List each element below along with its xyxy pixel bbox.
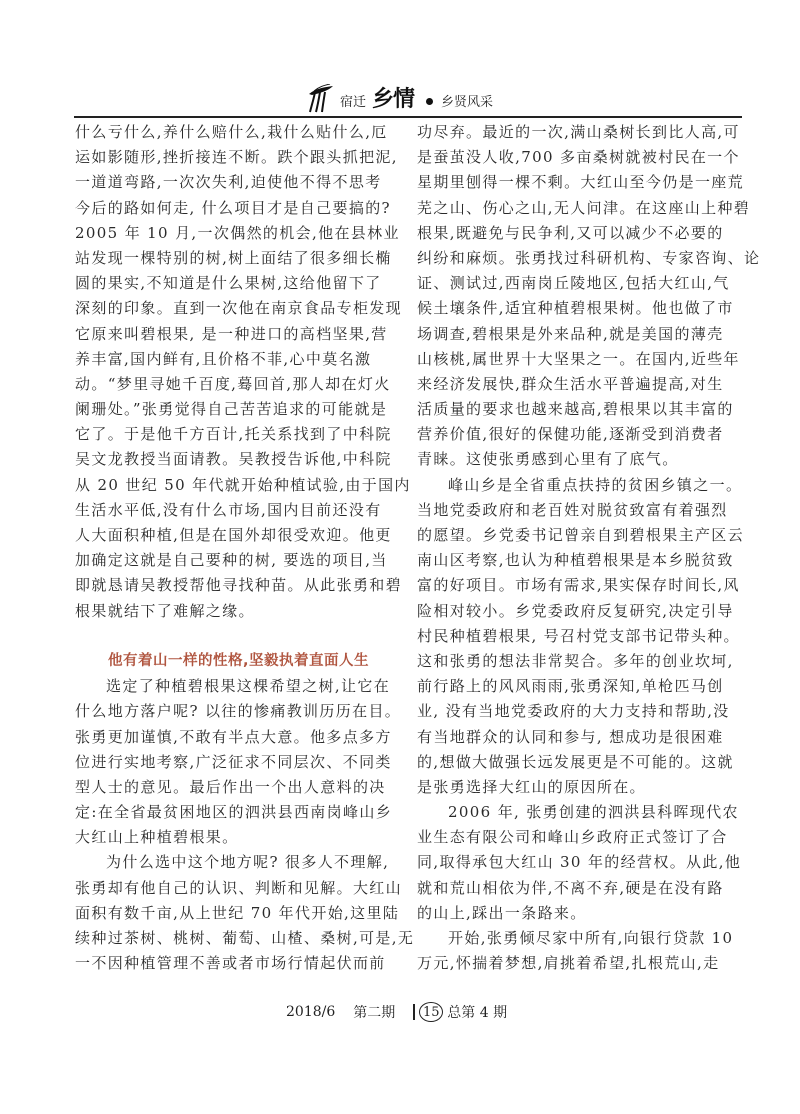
text-line: 万元,怀揣着梦想,肩挑着希望,扎根荒山,走	[417, 954, 720, 973]
paragraph	[417, 926, 737, 976]
text-line: 运如影随形,挫折接连不断。跌个跟头抓把泥,	[75, 148, 398, 167]
header-rule	[74, 116, 742, 118]
brand-title: 乡情	[372, 87, 415, 112]
text-line: 富的好项目。市场有需求,果实保存时间长,风	[417, 576, 740, 595]
text-line: 活质量的要求也越来越高,碧根果以其丰富的	[417, 400, 734, 419]
text-line: 这和张勇的想法非常契合。多年的创业坎坷,	[417, 651, 734, 670]
text-line: 续种过茶树、桃树、葡萄、山楂、桑树,可是,无	[75, 929, 415, 947]
text-line: 什么亏什么,养什么赔什么,栽什么贴什么,厄	[75, 123, 388, 141]
text-line: 今后的路如何走, 什么项目才是自己要搞的?	[75, 198, 391, 217]
text-line: 证、测试过,西南岗丘陵地区,包括大红山,气	[417, 274, 730, 293]
text-line: 张勇却有他自己的认识、判断和见解。大红山	[75, 878, 403, 897]
bullet-icon	[426, 98, 433, 105]
text-line: 从 20 世纪 50 年代就开始种植试验,由于国内	[75, 475, 411, 494]
text-line: 一不因种植管理不善或者市场行情起伏而前	[75, 954, 386, 973]
text-line: 什么地方落户呢? 以往的惨痛教训历历在目。	[75, 702, 402, 721]
text-line: 选定了种植碧根果这棵希望之树,让它在	[106, 677, 391, 696]
text-line: 业, 没有当地党委政府的大力支持和帮助,没	[417, 702, 730, 721]
leaf-script-logo-icon	[306, 84, 334, 114]
text-line: 就和荒山相依为伴,不离不弃,硬是在没有路	[417, 878, 724, 897]
magazine-brand	[306, 82, 493, 114]
text-line: 面积有数千亩,从上世纪 70 年代开始,这里陆	[75, 903, 400, 922]
text-line: 山核桃,属世界十大坚果之一。在国内,近些年	[417, 349, 740, 368]
text-line: 养丰富,国内鲜有,且价格不菲,心中莫名激	[75, 349, 372, 368]
text-line: 营养价值,很好的保健功能,逐渐受到消费者	[417, 425, 724, 444]
text-line: 2006 年, 张勇创建的泗洪县科晖现代农	[448, 803, 739, 822]
text-line: 来经济发展快,群众生活水平普遍提高,对生	[417, 374, 724, 393]
text-line: 场调查,碧根果是外来品种,就是美国的薄壳	[417, 324, 724, 343]
text-line: 峰山乡是全省重点扶持的贫困乡镇之一。	[448, 475, 743, 494]
page-footer	[286, 1002, 507, 1022]
left-column	[75, 120, 415, 976]
text-line: 同,取得承包大红山 30 年的经营权。从此,他	[417, 853, 742, 872]
text-line: 加确定这就是自己要种的树, 要选的项目,当	[75, 551, 388, 570]
text-line: 开始,张勇倾尽家中所有,向银行贷款 10	[448, 929, 734, 947]
text-line: 吴文龙教授当面请教。吴教授告诉他,中科院	[75, 450, 392, 469]
page-number: 15	[419, 1002, 443, 1022]
text-line: 是蚕茧没人收,700 多亩桑树就被村民在一个	[417, 148, 740, 167]
brand-city: 宿迁	[340, 95, 367, 110]
text-line: 南山区考察,也认为种植碧根果是本乡脱贫致	[417, 551, 734, 570]
running-header	[74, 80, 742, 118]
issue-date: 2018/6	[286, 1004, 336, 1020]
text-line: 星期里刨得一棵不剩。大红山至今仍是一座荒	[417, 173, 745, 192]
paragraph	[75, 850, 415, 976]
text-line: 为什么选中这个地方呢? 很多人不理解,	[106, 853, 390, 872]
text-line: 功尽弃。最近的一次,满山桑树长到比人高,可	[417, 123, 740, 141]
text-line: 一道道弯路,一次次失利,迫使他不得不思考	[75, 173, 382, 192]
text-line: 即就恳请吴教授帮他寻找种苗。从此张勇和碧	[75, 576, 403, 595]
text-line: 站发现一棵特别的树,树上面结了很多细长椭	[75, 248, 392, 267]
text-line: 圆的果实,不知道是什么果树,这给他留下了	[75, 274, 382, 293]
text-line: 位进行实地考察,广泛征求不同层次、不同类	[75, 752, 392, 771]
text-line: 候土壤条件,适宜种植碧根果树。他也做了市	[417, 299, 734, 318]
text-line: 生活水平低,没有什么市场,国内目前还没有	[75, 500, 382, 519]
text-line: 当地党委政府和老百姓对脱贫致富有着强烈	[417, 500, 728, 519]
text-line: 动。“梦里寻她千百度,蓦回首,那人却在灯火	[75, 374, 391, 393]
paragraph	[417, 473, 745, 800]
text-line: 人大面积种植,但是在国外却很受欢迎。他更	[75, 526, 392, 544]
paragraph	[417, 120, 761, 473]
text-line: 2005 年 10 月,一次偶然的机会,他在县林业	[75, 223, 400, 242]
text-line: 的山上,踩出一条路来。	[417, 903, 587, 922]
text-line: 纠纷和麻烦。张勇找过科研机构、专家咨询、论	[417, 248, 761, 267]
paragraph	[417, 800, 742, 926]
text-line: 青睐。这使张勇感到心里有了底气。	[417, 450, 679, 469]
text-line: 根果,既避免与民争利,又可以减少不必要的	[417, 223, 724, 242]
text-line: 大红山上种植碧根果。	[75, 828, 239, 847]
text-line: 它原来叫碧根果, 是一种进口的高档坚果,营	[75, 324, 388, 343]
paragraph	[75, 674, 402, 850]
issue-number: 第二期	[353, 1005, 396, 1021]
text-line: 的愿望。乡党委书记曾亲自到碧根果主产区云	[417, 526, 745, 544]
text-line: 定:在全省最贫困地区的泗洪县西南岗峰山乡	[75, 803, 393, 822]
text-line: 是张勇选择大红山的原因所在。	[417, 777, 646, 796]
section-label: 乡贤风采	[441, 95, 494, 110]
total-issue: 总第 4 期	[447, 1005, 508, 1021]
spacer	[75, 624, 395, 649]
paragraph	[75, 120, 411, 624]
footer-divider	[413, 1004, 415, 1020]
text-line: 阑珊处。”张勇觉得自己苦苦追求的可能就是	[75, 400, 388, 419]
text-line: 它了。于是他千方百计,托关系找到了中科院	[75, 425, 392, 444]
text-line: 张勇更加谨慎,不敢有半点大意。他多点多方	[75, 727, 392, 746]
section-subheading: 他有着山一样的性格,坚毅执着直面人生	[108, 652, 370, 669]
right-column	[417, 120, 761, 976]
text-line: 型人士的意见。最后作出一个出人意料的决	[75, 777, 386, 796]
text-line: 前行路上的风风雨雨,张勇深知,单枪匹马创	[417, 677, 724, 696]
text-line: 根果就结下了难解之缘。	[75, 601, 255, 620]
text-line: 芜之山、伤心之山,无人问津。在这座山上种碧	[417, 198, 751, 217]
text-line: 险相对较小。乡党委政府反复研究,决定引导	[417, 601, 734, 620]
text-line: 有当地群众的认同和参与, 想成功是很困难	[417, 727, 724, 746]
text-line: 的,想做大做强长远发展更是不可能的。这就	[417, 752, 734, 771]
text-line: 村民种植碧根果, 号召村党支部书记带头种。	[417, 626, 740, 645]
text-line: 业生态有限公司和峰山乡政府正式签订了合	[417, 828, 728, 847]
text-line: 深刻的印象。直到一次他在南京食品专柜发现	[75, 299, 403, 318]
